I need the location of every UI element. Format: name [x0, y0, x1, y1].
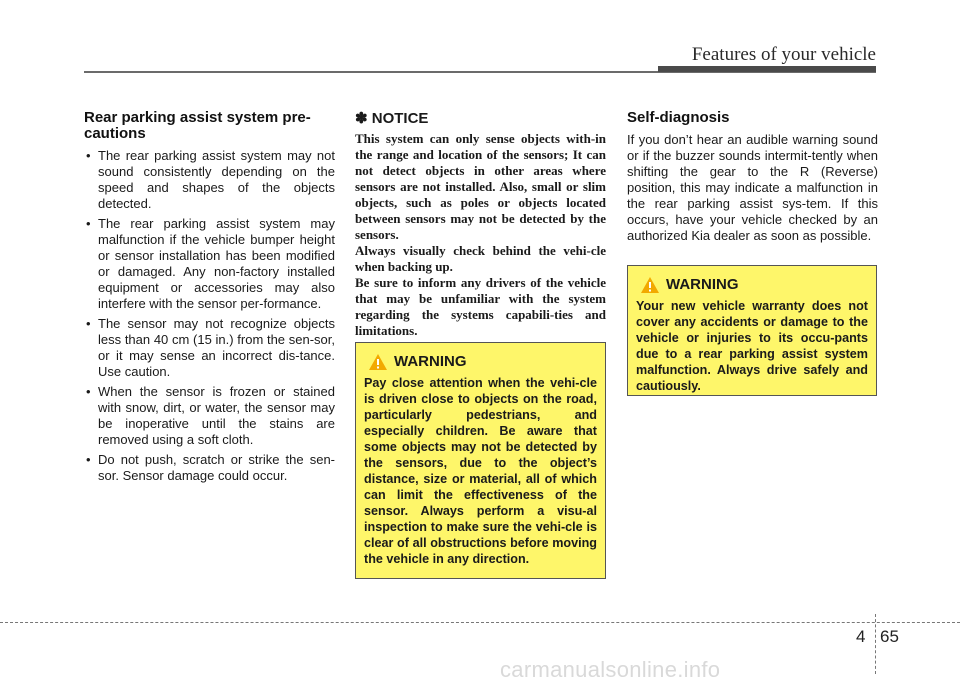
- section-title: Features of your vehicle: [691, 44, 876, 65]
- notice-heading: [355, 110, 606, 128]
- warning-triangle-icon: [640, 276, 660, 294]
- warning-title: WARNING: [666, 276, 739, 293]
- list-item: • When the sensor is frozen or stained with snow, dirt, or water, the sensor may be inoperative until the stains are removed using a soft cloth.: [86, 384, 335, 447]
- warning-text: Pay close attention when the vehi-cle is driven close to objects on the road, particularly pedestrians, and especially children. Be aware that some objects may not be detected by the sensors, due to the object’s distance, size or material, all of which can limit the effectiveness of the sensor. Always perform a visu-al inspection to make sure the vehi-cle is clear of all obstructions before moving the vehicle in any direction.: [364, 376, 597, 566]
- bullet-icon: •: [86, 148, 91, 163]
- footer-divider: [0, 622, 960, 623]
- warning-title: WARNING: [394, 353, 467, 370]
- notice-paragraph: Always visually check behind the vehi-cle when backing up.: [355, 243, 606, 274]
- self-diagnosis-text: If you don’t hear an audible warning sound or if the buzzer sounds intermit-tently when shifting the gear to the R (Reverse) position, this may indicate a malfunction in the rear parking assist sys-tem. If this occurs, have your vehicle checked by an authorized Kia dealer as soon as possible.: [627, 132, 878, 243]
- notice-title: NOTICE: [371, 110, 429, 127]
- notice-column: [355, 110, 606, 339]
- self-diagnosis-heading: Self-diagnosis: [627, 109, 730, 126]
- precautions-column: [84, 110, 335, 488]
- warning-box-sensors: [355, 342, 606, 579]
- precautions-heading: Rear parking assist system pre-cautions: [84, 109, 311, 142]
- notice-paragraph: This system can only sense objects with-in the range and location of the sensors; It can not detect objects in other areas where sensors are not installed. Also, small or slim objects, such as poles or objects located between sensors may not be detected by the sensors.: [355, 131, 606, 242]
- warning-text: Your new vehicle warranty does not cover any accidents or damage to the vehicle or injuries to its occu-pants due to a rear parking assist system malfunction. Always drive safely and cautiously.: [636, 299, 868, 393]
- bullet-icon: •: [86, 384, 91, 399]
- warning-box-warranty: [627, 265, 877, 396]
- list-item: • The sensor may not recognize objects less than 40 cm (15 in.) from the sen-sor, or it may sense an incorrect dis-tance. Use caution.: [86, 316, 335, 379]
- header-accent-bar: [658, 66, 876, 72]
- footer-crop-mark: [875, 614, 876, 674]
- self-diagnosis-column: [627, 110, 878, 244]
- list-item: • The rear parking assist system may malfunction if the vehicle bumper height or sensor installation has been modified or damaged. Any non-factory installed equipment or accessories may also interfere with the sensor per-formance.: [86, 216, 335, 311]
- bullet-icon: •: [86, 452, 91, 467]
- list-item: • Do not push, scratch or strike the sen-sor. Sensor damage could occur.: [86, 452, 335, 483]
- watermark: carmanualsonline.info: [500, 657, 721, 682]
- bullet-icon: •: [86, 216, 91, 231]
- chapter-number: 4: [856, 627, 866, 646]
- warning-triangle-icon: [368, 353, 388, 371]
- notice-paragraph: Be sure to inform any drivers of the vehicle that may be unfamiliar with the system regarding the systems capabili-ties and limitations.: [355, 275, 606, 338]
- bullet-icon: •: [86, 316, 91, 331]
- list-item: • The rear parking assist system may not sound consistently depending on the speed and shapes of the objects detected.: [86, 148, 335, 211]
- precautions-list: [84, 148, 335, 484]
- page-number: 65: [880, 627, 899, 646]
- asterisk-icon: ✽: [355, 110, 368, 127]
